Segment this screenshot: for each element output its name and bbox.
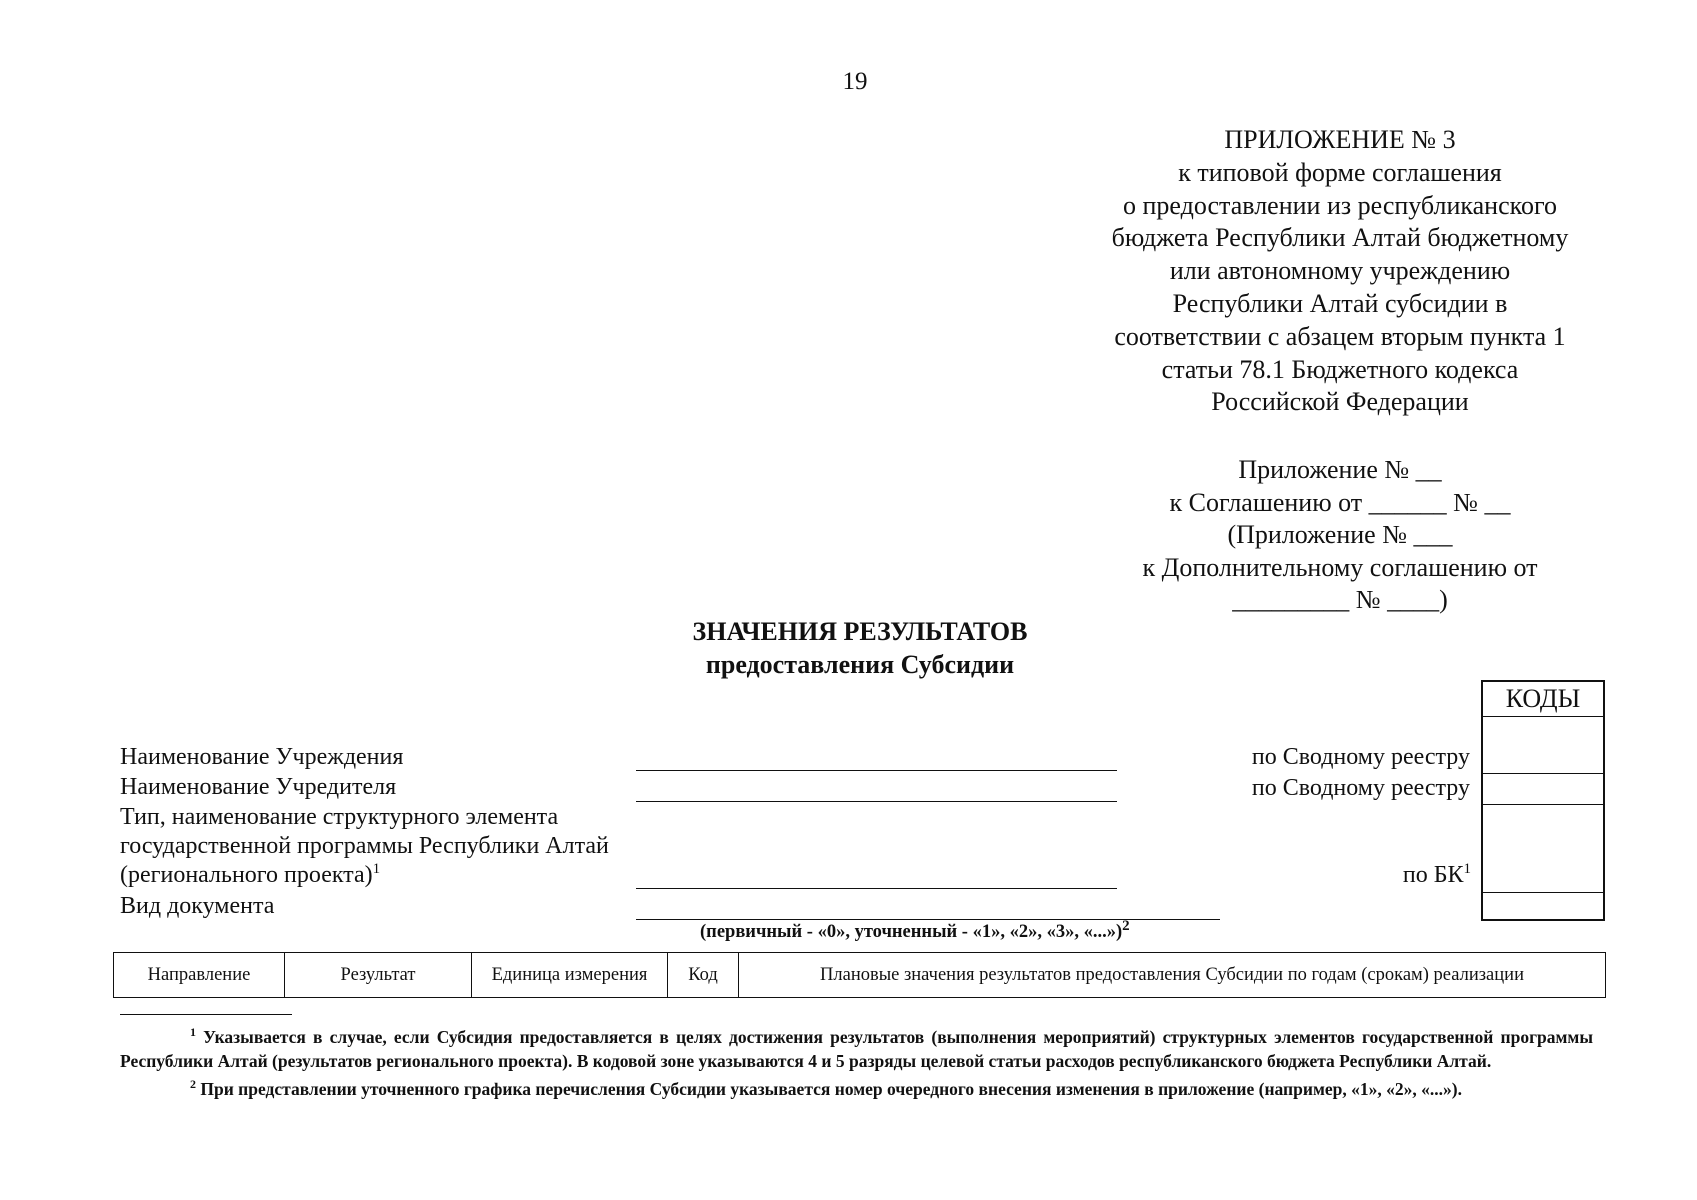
sub-annex-line: (Приложение № ___ [1227,520,1453,549]
sub-annex-line: к Соглашению от ______ № __ [1169,487,1511,517]
bk-label-text: по БК [1402,862,1464,888]
document-type-label: Вид документа [120,893,275,919]
annex-line: или автономному учреждению [1169,256,1511,286]
column-header-direction: Направление [114,953,285,998]
codes-box [1481,680,1605,921]
annex-line: Российской Федерации [1211,387,1469,417]
column-header-result: Результат [285,953,472,998]
code-cell-document-type[interactable] [1483,893,1603,921]
footnote-mark: 1 [372,861,381,877]
annex-header [1020,124,1660,419]
footnote-mark: 2 [1122,917,1130,934]
title-line-1: ЗНАЧЕНИЯ РЕЗУЛЬТАТОВ [692,617,1028,646]
footnote-text: Указывается в случае, если Субсидия предоставляется в целях достижения результатов (выполнения мероприятий) структурных элементов государственной программы Республики Алтай (результатов регионального проекта). В кодовой зоне указываются 4 и 5 разряды целевой статьи расходов республиканского бюджета Республики Алтай. [120,1027,1593,1071]
footnote-separator [120,1014,292,1015]
title-line-2: предоставления Субсидии [705,650,1015,679]
code-cell-registry-1[interactable] [1483,717,1603,774]
sub-annex-line: _________ № ____) [1232,585,1448,614]
page-number: 19 [842,68,868,95]
footnote-1 [120,1025,1593,1073]
bk-label [1300,862,1471,889]
registry-label-1: по Сводному реестру [1251,744,1470,770]
document-type-field[interactable] [636,919,1220,920]
footnotes [120,1025,1593,1105]
document-type-hint-text: (первичный - «0», уточненный - «1», «2», «3», «...») [700,922,1123,942]
annex-line: статьи 78.1 Бюджетного кодекса [1161,354,1519,384]
code-cell-bk[interactable] [1483,805,1603,893]
institution-name-label: Наименование Учреждения [120,744,404,770]
footnote-mark: 2 [190,1077,196,1092]
code-cell-registry-2[interactable] [1483,774,1603,805]
program-element-label-3 [120,861,380,890]
document-title [560,615,1160,681]
agreement-annex-reference [1100,454,1580,617]
sub-annex-line: Приложение № __ [1238,455,1442,484]
footnote-mark: 1 [1463,861,1471,877]
document-type-hint [700,917,1180,943]
program-element-label-1: Тип, наименование структурного элемента [120,804,559,830]
sub-annex-line: к Дополнительному соглашению от [1142,552,1538,582]
annex-line: соответствии с абзацем вторым пункта 1 [1114,321,1566,351]
column-header-planned-values: Плановые значения результатов предоставления Субсидии по годам (срокам) реализации [739,953,1606,998]
footnote-text: При представлении уточненного графика перечисления Субсидии указывается номер очередного внесения изменения в приложение (например, «1», «2», «...»). [200,1079,1462,1099]
registry-label-2: по Сводному реестру [1251,775,1470,801]
annex-line: ПРИЛОЖЕНИЕ № 3 [1224,125,1456,154]
table-header-row [114,953,1606,998]
founder-name-label: Наименование Учредителя [120,774,397,800]
annex-line: к типовой форме соглашения [1178,157,1502,187]
founder-name-field[interactable] [636,801,1117,802]
results-table [113,952,1606,998]
program-element-label-2: государственной программы Республики Алтай [120,833,609,859]
column-header-unit: Единица измерения [472,953,668,998]
footnote-2 [120,1077,1593,1101]
program-element-label-text: (регионального проекта) [120,862,373,888]
annex-line: о предоставлении из республиканского [1123,190,1557,220]
footnote-mark: 1 [190,1025,196,1040]
codes-header: КОДЫ [1483,682,1603,717]
institution-name-field[interactable] [636,770,1117,771]
program-element-field[interactable] [636,888,1117,889]
column-header-code: Код [668,953,739,998]
annex-line: Республики Алтай субсидии в [1172,288,1508,318]
annex-line: бюджета Республики Алтай бюджетному [1111,223,1569,253]
